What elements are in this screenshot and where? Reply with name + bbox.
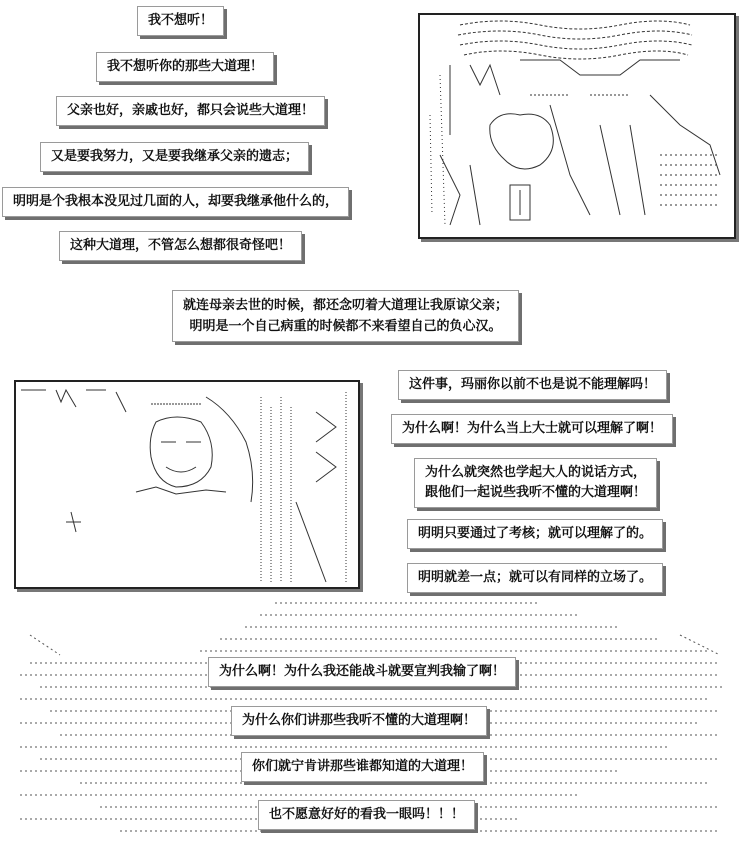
speech-bubble-3: 父亲也好，亲戚也好，都只会说些大道理！ — [56, 96, 325, 126]
speech-bubble-6: 这种大道理，不管怎么想都很奇怪吧！ — [59, 231, 302, 261]
speech-bubble-7 — [172, 290, 519, 342]
speech-bubble-14: 为什么你们讲那些我听不懂的大道理啊！ — [231, 706, 487, 736]
speech-bubble-8: 这件事，玛丽你以前不也是说不能理解吗！ — [398, 370, 667, 400]
speech-bubble-2: 我不想听你的那些大道理！ — [96, 52, 274, 82]
speech-bubble-4: 又是要我努力，又是要我继承父亲的遗志； — [40, 142, 309, 172]
art-panel-middle-left — [14, 380, 360, 589]
speech-bubble-10-line-2: 跟他们一起说些我听不懂的大道理啊！ — [425, 485, 647, 500]
speech-bubble-15: 你们就宁肯讲那些谁都知道的大道理！ — [241, 752, 484, 782]
speech-bubble-1: 我不想听！ — [137, 6, 224, 36]
speech-bubble-9: 为什么啊！为什么当上大士就可以理解了啊！ — [391, 414, 673, 444]
speech-bubble-13: 为什么啊！为什么我还能战斗就要宣判我输了啊！ — [208, 657, 516, 687]
speech-bubble-10 — [414, 458, 657, 508]
speech-bubble-12: 明明就差一点；就可以有同样的立场了。 — [407, 563, 663, 593]
speech-bubble-7-line-2: 明明是一个自己病重的时候都不来看望自己的负心汉。 — [189, 319, 502, 334]
speech-bubble-5: 明明是个我根本没见过几面的人，却要我继承他什么的， — [2, 187, 349, 217]
speech-bubble-16: 也不愿意好好的看我一眼吗！！！ — [258, 800, 475, 830]
speech-bubble-7-line-1: 就连母亲去世的时候，都还念叨着大道理让我原谅父亲； — [183, 298, 509, 313]
art-panel-top-right — [418, 13, 736, 239]
ascii-art-small-figure — [16, 382, 358, 587]
speech-bubble-11: 明明只要通过了考核；就可以理解了的。 — [407, 519, 663, 549]
ascii-art-figure-with-crown — [420, 15, 734, 237]
speech-bubble-10-line-1: 为什么就突然也学起大人的说话方式， — [425, 465, 647, 480]
